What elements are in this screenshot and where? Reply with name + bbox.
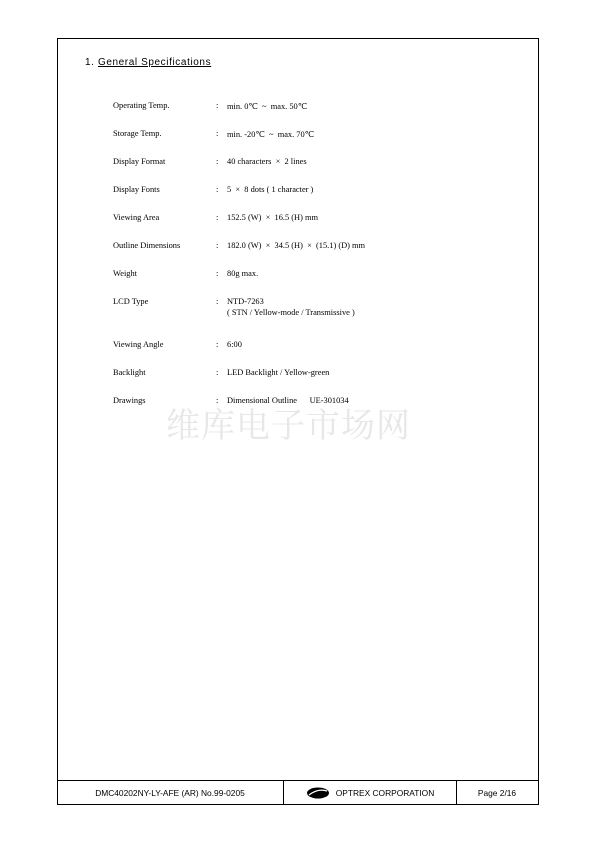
spec-label: Outline Dimensions	[113, 241, 181, 250]
spec-row-storage-temp	[113, 129, 513, 157]
optrex-logo-icon	[306, 787, 330, 799]
spec-label: LCD Type	[113, 297, 149, 306]
spec-colon: :	[216, 101, 219, 110]
spec-label: Weight	[113, 269, 137, 278]
spec-value: 40 characters × 2 lines	[227, 157, 307, 166]
spec-value-line2: ( STN / Yellow-mode / Transmissive )	[227, 308, 355, 317]
spec-value: 6:00	[227, 340, 242, 349]
spec-label: Display Format	[113, 157, 166, 166]
spec-row-backlight	[113, 368, 513, 396]
footer-doc-number	[57, 781, 283, 805]
spec-label: Display Fonts	[113, 185, 160, 194]
page-number: Page 2/16	[477, 788, 517, 798]
footer	[57, 780, 539, 805]
section-heading	[85, 57, 211, 68]
spec-label: Operating Temp.	[113, 101, 170, 110]
spec-value: min. 0℃ ~ max. 50℃	[227, 102, 308, 111]
spec-value: 152.5 (W) × 16.5 (H) mm	[227, 213, 319, 222]
spec-value: min. -20℃ ~ max. 70℃	[227, 130, 315, 139]
footer-company	[283, 781, 457, 805]
spec-label: Viewing Angle	[113, 340, 164, 349]
footer-page	[455, 781, 539, 805]
doc-number-text: DMC40202NY-LY-AFE (AR) No.99-0205	[95, 788, 245, 798]
spec-colon: :	[216, 396, 219, 405]
watermark: 维库电子市场网	[166, 406, 411, 446]
spec-value: 80g max.	[227, 269, 259, 278]
spec-colon: :	[216, 185, 219, 194]
section-title: General Specifications	[97, 57, 212, 68]
spec-value: NTD-7263	[227, 297, 264, 306]
spec-value: Dimensional Outline UE-301034	[227, 396, 349, 405]
spec-row-operating-temp	[113, 101, 513, 129]
spec-colon: :	[216, 297, 219, 306]
spec-value: 5 × 8 dots ( 1 character )	[227, 185, 314, 194]
spec-colon: :	[216, 129, 219, 138]
spec-colon: :	[216, 340, 219, 349]
spec-row-outline-dimensions	[113, 241, 513, 269]
spec-colon: :	[216, 157, 219, 166]
spec-label: Drawings	[113, 396, 146, 405]
spec-label: Viewing Area	[113, 213, 160, 222]
spec-row-viewing-area	[113, 213, 513, 241]
spec-colon: :	[216, 241, 219, 250]
spec-value: LED Backlight / Yellow-green	[227, 368, 330, 377]
spec-colon: :	[216, 269, 219, 278]
spec-row-lcd-type	[113, 297, 513, 325]
spec-row-viewing-angle	[113, 340, 513, 368]
spec-row-display-format	[113, 157, 513, 185]
spec-colon: :	[216, 368, 219, 377]
spec-colon: :	[216, 213, 219, 222]
section-number: 1.	[85, 57, 95, 68]
spec-label: Backlight	[113, 368, 146, 377]
spec-row-display-fonts	[113, 185, 513, 213]
company-name: OPTREX CORPORATION	[335, 788, 435, 798]
spec-value: 182.0 (W) × 34.5 (H) × (15.1) (D) mm	[227, 241, 366, 250]
spec-row-weight	[113, 269, 513, 297]
spec-label: Storage Temp.	[113, 129, 162, 138]
